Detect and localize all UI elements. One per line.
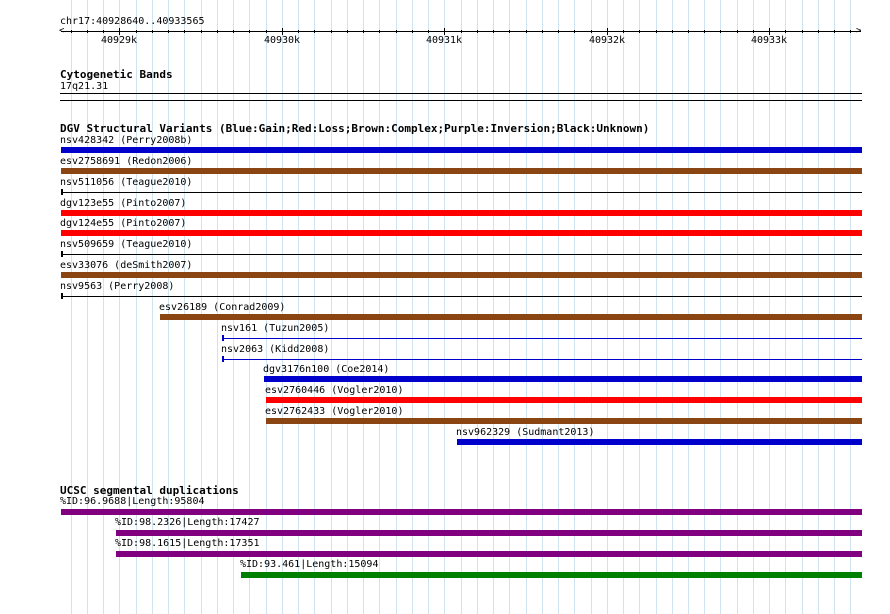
dgv-feature-label: dgv3176n100 (Coe2014) xyxy=(263,364,390,375)
dgv-feature-label: nsv428342 (Perry2008b) xyxy=(60,135,193,146)
ruler-minor-tick xyxy=(217,30,218,33)
segdup-feature-label: %ID:93.461|Length:15094 xyxy=(240,559,379,570)
dgv-feature-bar[interactable] xyxy=(222,338,862,339)
ruler-major-tick xyxy=(769,28,770,35)
segdup-feature-bar[interactable] xyxy=(241,572,862,578)
ruler-minor-tick xyxy=(477,30,478,33)
ruler-minor-tick xyxy=(249,30,250,33)
dgv-feature-label: nsv161 (Tuzun2005) xyxy=(221,323,330,334)
ruler-minor-tick xyxy=(672,30,673,33)
ruler-minor-tick xyxy=(688,30,689,33)
dgv-feature-bar[interactable] xyxy=(61,230,862,236)
ruler-minor-tick xyxy=(461,30,462,33)
dgv-feature-label: nsv511056 (Teague2010) xyxy=(60,177,193,188)
dgv-feature-bar[interactable] xyxy=(264,376,862,382)
ruler-minor-tick xyxy=(753,30,754,33)
dgv-feature-label: esv2762433 (Vogler2010) xyxy=(265,406,404,417)
ruler-minor-tick xyxy=(103,30,104,33)
dgv-feature-bar[interactable] xyxy=(61,210,862,216)
ruler-major-tick xyxy=(444,28,445,35)
dgv-feature-label: esv2760446 (Vogler2010) xyxy=(265,385,404,396)
ruler-minor-tick xyxy=(785,30,786,33)
ruler-region-label: chr17:40928640..40933565 xyxy=(60,16,205,27)
dgv-feature-bar[interactable] xyxy=(266,418,862,424)
ruler-minor-tick xyxy=(201,30,202,33)
dgv-feature-bar[interactable] xyxy=(61,147,862,153)
dgv-feature-label: esv26189 (Conrad2009) xyxy=(159,302,286,313)
ruler-minor-tick xyxy=(363,30,364,33)
ruler-minor-tick xyxy=(168,30,169,33)
dgv-feature-label: dgv124e55 (Pinto2007) xyxy=(60,218,187,229)
ruler-tick-label: 40929k xyxy=(100,35,138,46)
ruler-tick-label: 40932k xyxy=(588,35,626,46)
dgv-feature-bar[interactable] xyxy=(457,439,862,445)
dgv-feature-label: nsv509659 (Teague2010) xyxy=(60,239,193,250)
ruler-major-tick xyxy=(119,28,120,35)
cytoband-box-top xyxy=(60,93,862,94)
ruler-minor-tick xyxy=(574,30,575,33)
ruler-minor-tick xyxy=(720,30,721,33)
dgv-feature-label: nsv2063 (Kidd2008) xyxy=(221,344,330,355)
dgv-feature-bar[interactable] xyxy=(61,168,862,174)
ruler-minor-tick xyxy=(834,30,835,33)
ruler-minor-tick xyxy=(233,30,234,33)
dgv-feature-bar[interactable] xyxy=(61,192,862,193)
ruler-minor-tick xyxy=(850,30,851,33)
dgv-feature-bar[interactable] xyxy=(61,296,862,297)
segdup-feature-bar[interactable] xyxy=(116,551,862,557)
ruler-minor-tick xyxy=(704,30,705,33)
ruler-minor-tick xyxy=(184,30,185,33)
ruler-minor-tick xyxy=(266,30,267,33)
ruler-minor-tick xyxy=(818,30,819,33)
ruler-major-tick xyxy=(607,28,608,35)
ruler-minor-tick xyxy=(331,30,332,33)
ruler-minor-tick xyxy=(71,30,72,33)
dgv-feature-label: dgv123e55 (Pinto2007) xyxy=(60,198,187,209)
ruler-minor-tick xyxy=(639,30,640,33)
ruler-minor-tick xyxy=(428,30,429,33)
ruler-minor-tick xyxy=(509,30,510,33)
segdup-track-title: UCSC segmental duplications xyxy=(60,484,239,497)
ruler-minor-tick xyxy=(591,30,592,33)
ruler-minor-tick xyxy=(87,30,88,33)
ruler-minor-tick xyxy=(656,30,657,33)
dgv-feature-bar[interactable] xyxy=(61,272,862,278)
ruler-minor-tick xyxy=(542,30,543,33)
ruler-tick-label: 40933k xyxy=(750,35,788,46)
ruler-minor-tick xyxy=(298,30,299,33)
ruler-minor-tick xyxy=(314,30,315,33)
cytoband-box-bottom xyxy=(60,100,862,101)
dgv-feature-label: nsv962329 (Sudmant2013) xyxy=(456,427,595,438)
dgv-feature-bar[interactable] xyxy=(61,254,862,255)
dgv-feature-bar[interactable] xyxy=(222,359,862,360)
ruler-minor-tick xyxy=(396,30,397,33)
dgv-feature-label: nsv9563 (Perry2008) xyxy=(60,281,175,292)
segdup-feature-bar[interactable] xyxy=(61,509,862,515)
dgv-track-title: DGV Structural Variants (Blue:Gain;Red:Loss;Brown:Complex;Purple:Inversion;Black:Unknown) xyxy=(60,122,650,135)
ruler-minor-tick xyxy=(493,30,494,33)
ruler-tick-label: 40930k xyxy=(263,35,301,46)
ruler-minor-tick xyxy=(558,30,559,33)
cytoband-label[interactable]: 17q21.31 xyxy=(60,81,109,92)
ruler-minor-tick xyxy=(802,30,803,33)
ruler-minor-tick xyxy=(526,30,527,33)
segdup-feature-label: %ID:98.1615|Length:17351 xyxy=(115,538,260,549)
segdup-feature-label: %ID:96.9688|Length:95804 xyxy=(60,496,205,507)
ruler-left-arrow-icon: < xyxy=(59,26,65,36)
ruler-tick-label: 40931k xyxy=(425,35,463,46)
dgv-feature-label: esv2758691 (Redon2006) xyxy=(60,156,193,167)
ruler-minor-tick xyxy=(136,30,137,33)
ruler-minor-tick xyxy=(379,30,380,33)
dgv-feature-bar[interactable] xyxy=(160,314,862,320)
ruler-minor-tick xyxy=(623,30,624,33)
segdup-feature-label: %ID:98.2326|Length:17427 xyxy=(115,517,260,528)
dgv-feature-bar[interactable] xyxy=(266,397,862,403)
ruler-minor-tick xyxy=(412,30,413,33)
dgv-feature-label: esv33076 (deSmith2007) xyxy=(60,260,193,271)
cytoband-track-title: Cytogenetic Bands xyxy=(60,68,173,81)
ruler-minor-tick xyxy=(152,30,153,33)
ruler-minor-tick xyxy=(737,30,738,33)
ruler-minor-tick xyxy=(347,30,348,33)
ruler-right-arrow-icon: > xyxy=(856,26,862,36)
ruler-major-tick xyxy=(282,28,283,35)
segdup-feature-bar[interactable] xyxy=(116,530,862,536)
